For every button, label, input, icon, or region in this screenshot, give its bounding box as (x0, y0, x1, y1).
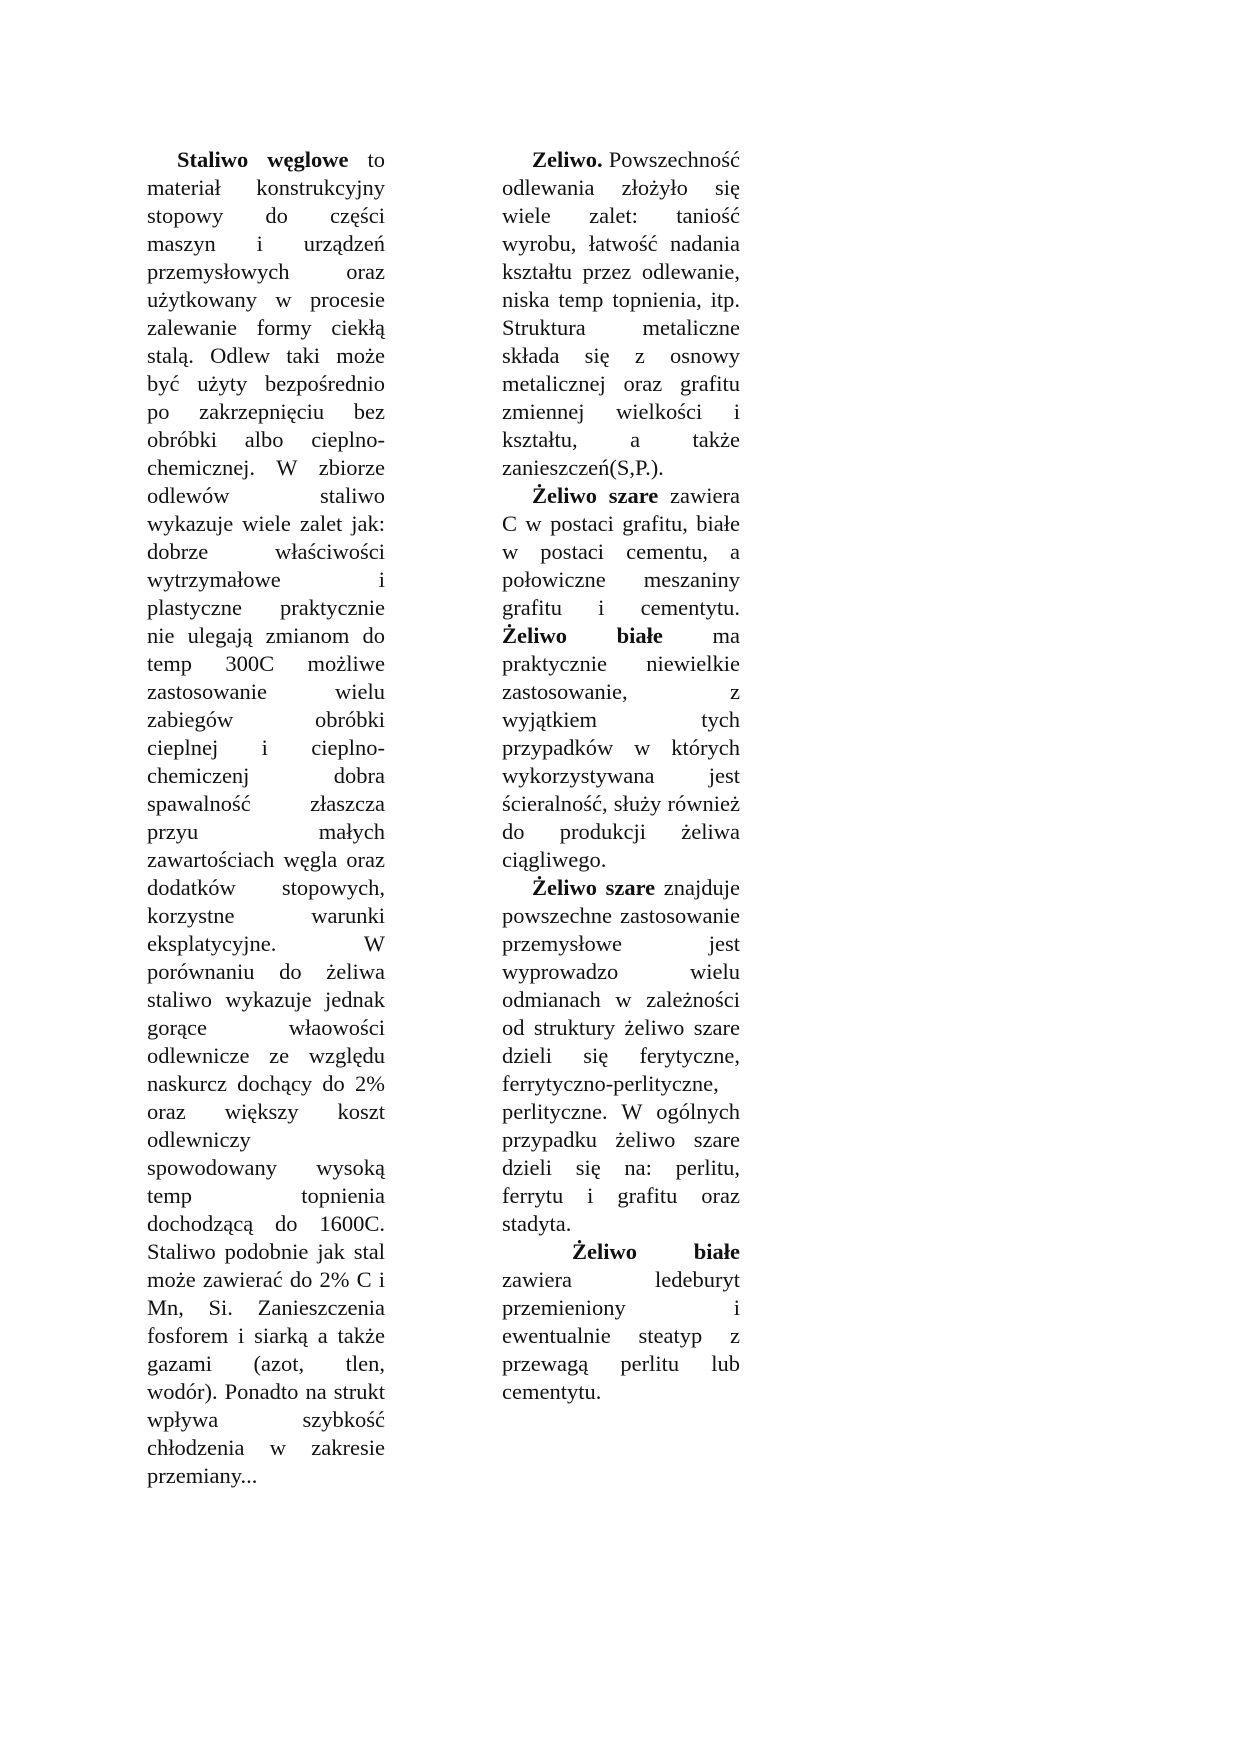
paragraph-text: znajduje powszechne zastosowanie przemysłowe jest wyprowadzo wielu odmianach w zależności od struktury żeliwo szare dzieli się ferytyczne, ferrytyczno-perlityczne, perlityczne. W ogólnych przypadku żeliwo szare dzieli się na: perlitu, ferrytu i grafitu oraz stadyta. (502, 875, 740, 1236)
bold-heading-zeliwo-szare: Żeliwo szare (532, 483, 659, 508)
bold-heading-zeliwo-szare: Żeliwo szare (532, 875, 656, 900)
right-column (502, 146, 740, 1406)
paragraph-text: to materiał konstrukcyjny stopowy do części maszyn i urządzeń przemysłowych oraz użytkowany w procesie zalewanie formy ciekłą stalą. Odlew taki może być użyty bezpośrednio po zakrzepnięciu bez obróbki albo cieplno-chemicznej. W zbiorze odlewów staliwo wykazuje wiele zalet jak: dobrze właściwości wytrzymałowe i plastyczne praktycznie nie ulegają zmianom do temp 300C możliwe zastosowanie wielu zabiegów obróbki cieplnej i cieplno-chemiczenj dobra spawalność złaszcza przyu małych zawartościach węgla oraz dodatków stopowych, korzystne warunki eksplatycyjne. W porównaniu do żeliwa staliwo wykazuje jednak gorące właowości odlewnicze ze względu naskurcz dochący do 2% oraz większy koszt odlewniczy spowodowany wysoką temp topnienia dochodzącą do 1600C. Staliwo podobnie jak stal może zawierać do 2% C i Mn, Si. Zanieszczenia fosforem i siarką a także gazami (azot, tlen, wodór). Ponadto na strukt wpływa szybkość chłodzenia w zakresie przemiany... (147, 147, 385, 1488)
bold-heading-zeliwo-biale: Żeliwo białe (572, 1239, 740, 1264)
paragraph-zeliwo-szare-2 (502, 874, 740, 1238)
paragraph-text: Powszechność odlewania złożyło się wiele zalet: taniość wyrobu, łatwość nadania kształtu przez odlewanie, niska temp topnienia, itp. Struktura metaliczne składa się z osnowy metalicznej oraz grafitu zmiennej wielkości i kształtu, a także zanieszczeń(S,P.). (502, 147, 740, 480)
paragraph-text: zawiera C w postaci grafitu, białe w postaci cementu, a połowiczne meszaniny grafitu i cementytu. (502, 483, 740, 620)
left-column (147, 146, 385, 1490)
paragraph-text: ma praktycznie niewielkie zastosowanie, z wyjątkiem tych przypadków w których wykorzystywana jest ścieralność, służy również do produkcji żeliwa ciągliwego. (502, 623, 740, 872)
paragraph-staliwo (147, 146, 385, 1490)
paragraph-zeliwo-szare-1 (502, 482, 740, 874)
bold-heading-zeliwo-biale: Żeliwo białe (502, 623, 663, 648)
bold-heading-zeliwo: Zeliwo. (532, 147, 603, 172)
bold-heading-staliwo: Staliwo węglowe (177, 147, 349, 172)
paragraph-zeliwo-biale (502, 1238, 740, 1406)
paragraph-text: zawiera ledeburyt przemieniony i ewentualnie steatyp z przewagą perlitu lub cementytu. (502, 1267, 740, 1404)
paragraph-zeliwo (502, 146, 740, 482)
